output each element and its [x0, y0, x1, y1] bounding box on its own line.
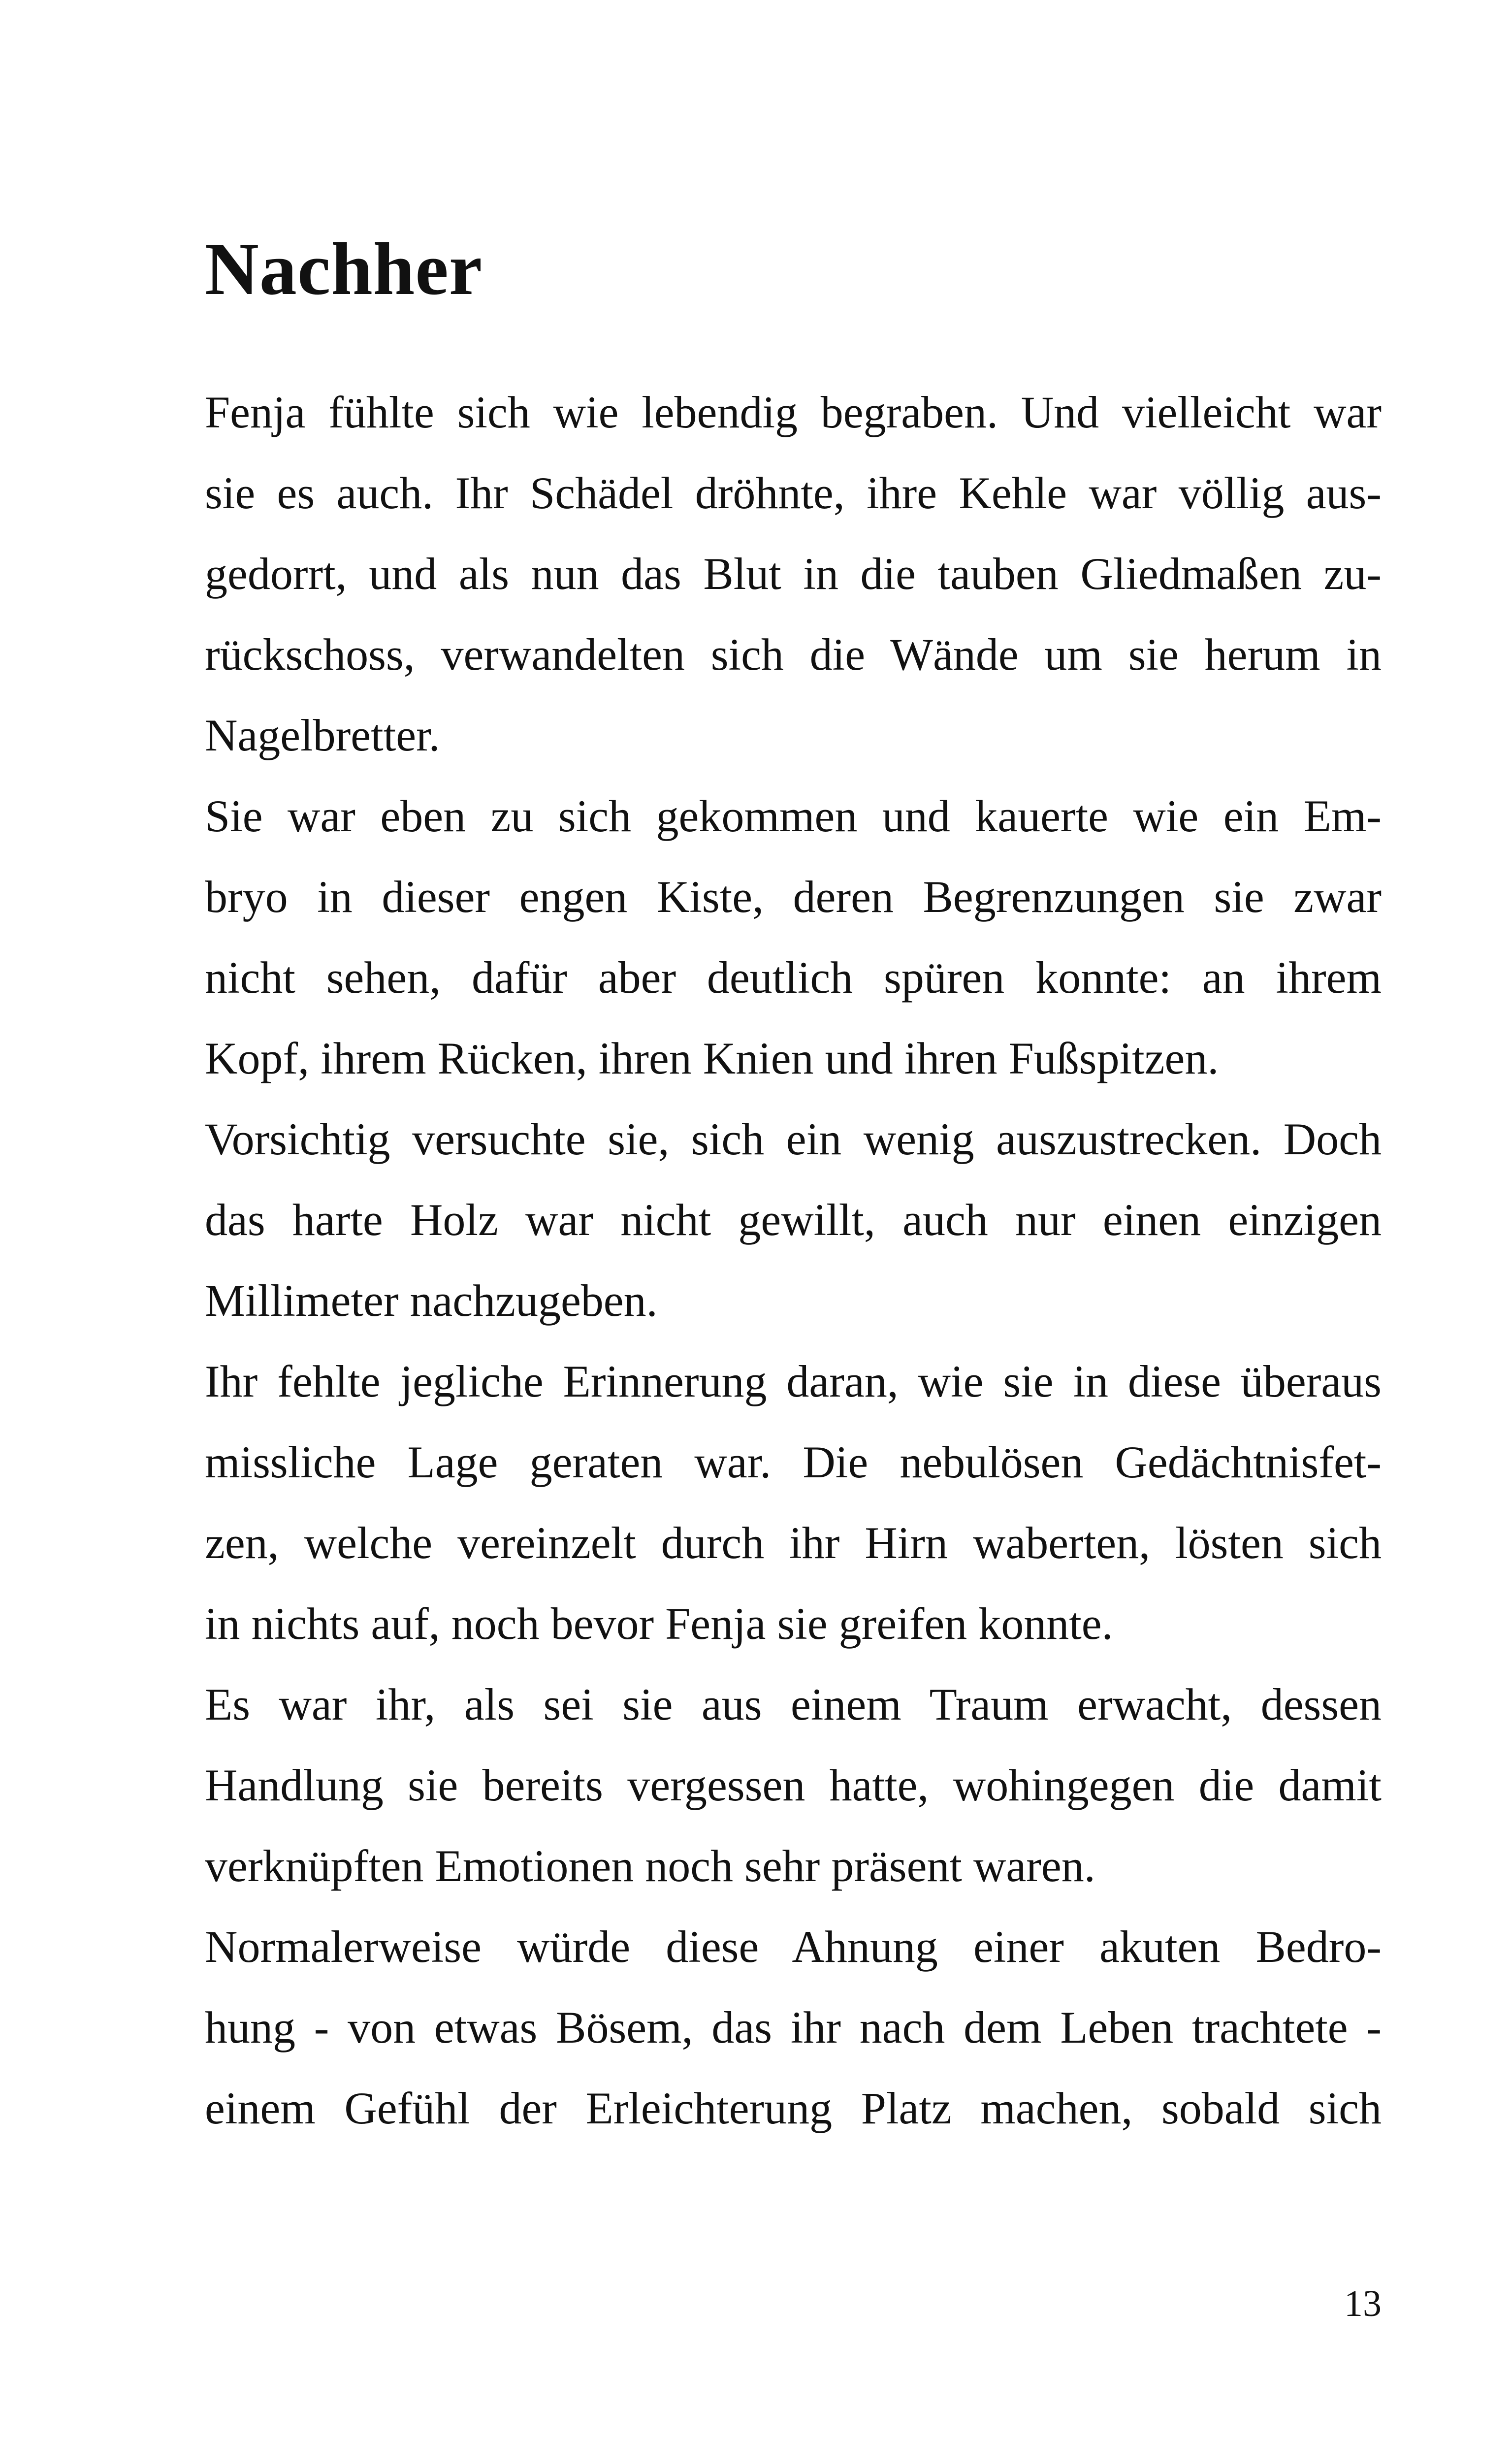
text-line: bryo in dieser engen Kiste, deren Begrenzungen sie zwar	[205, 872, 1382, 922]
text-line: verknüpften Emotionen noch sehr präsent waren.	[205, 1841, 1095, 1891]
text-line: Ihr fehlte jegliche Erinnerung daran, wie sie in diese überaus	[205, 1356, 1382, 1406]
paragraph	[205, 1341, 1382, 1664]
text-line: hung - von etwas Bösem, das ihr nach dem Leben trachtete -	[205, 2002, 1382, 2052]
text-line: gedorrt, und als nun das Blut in die tauben Gliedmaßen zu-	[205, 549, 1382, 599]
paragraph	[205, 1099, 1382, 1341]
text-line: sie es auch. Ihr Schädel dröhnte, ihre Kehle war völlig aus-	[205, 468, 1382, 518]
chapter-title: Nachher	[205, 228, 483, 310]
text-line: Millimeter nachzugeben.	[205, 1275, 658, 1326]
text-line: in nichts auf, noch bevor Fenja sie greifen konnte.	[205, 1598, 1113, 1649]
paragraph	[205, 776, 1382, 1099]
body-text	[205, 372, 1382, 2149]
text-line: Kopf, ihrem Rücken, ihren Knien und ihren Fußspitzen.	[205, 1033, 1219, 1083]
text-line: einem Gefühl der Erleichterung Platz machen, sobald sich	[205, 2083, 1382, 2133]
text-line: Nagelbretter.	[205, 710, 440, 760]
text-line: missliche Lage geraten war. Die nebulösen Gedächtnisfet-	[205, 1437, 1382, 1487]
text-line: Handlung sie bereits vergessen hatte, wohingegen die damit	[205, 1760, 1382, 1810]
text-line: Fenja fühlte sich wie lebendig begraben. Und vielleicht war	[205, 387, 1382, 437]
text-line: Normalerweise würde diese Ahnung einer akuten Bedro-	[205, 1922, 1382, 1972]
text-line: das harte Holz war nicht gewillt, auch nur einen einzigen	[205, 1195, 1382, 1245]
text-line: nicht sehen, dafür aber deutlich spüren konnte: an ihrem	[205, 952, 1382, 1003]
page-number: 13	[1344, 2283, 1382, 2324]
paragraph	[205, 1664, 1382, 1906]
text-line: Vorsichtig versuchte sie, sich ein wenig auszustrecken. Doch	[205, 1114, 1382, 1164]
text-line: zen, welche vereinzelt durch ihr Hirn waberten, lösten sich	[205, 1518, 1382, 1568]
paragraph	[205, 1906, 1382, 2149]
text-line: Es war ihr, als sei sie aus einem Traum erwacht, dessen	[205, 1679, 1382, 1729]
text-line: rückschoss, verwandelten sich die Wände um sie herum in	[205, 629, 1382, 680]
text-line: Sie war eben zu sich gekommen und kauerte wie ein Em-	[205, 791, 1382, 841]
paragraph	[205, 372, 1382, 776]
